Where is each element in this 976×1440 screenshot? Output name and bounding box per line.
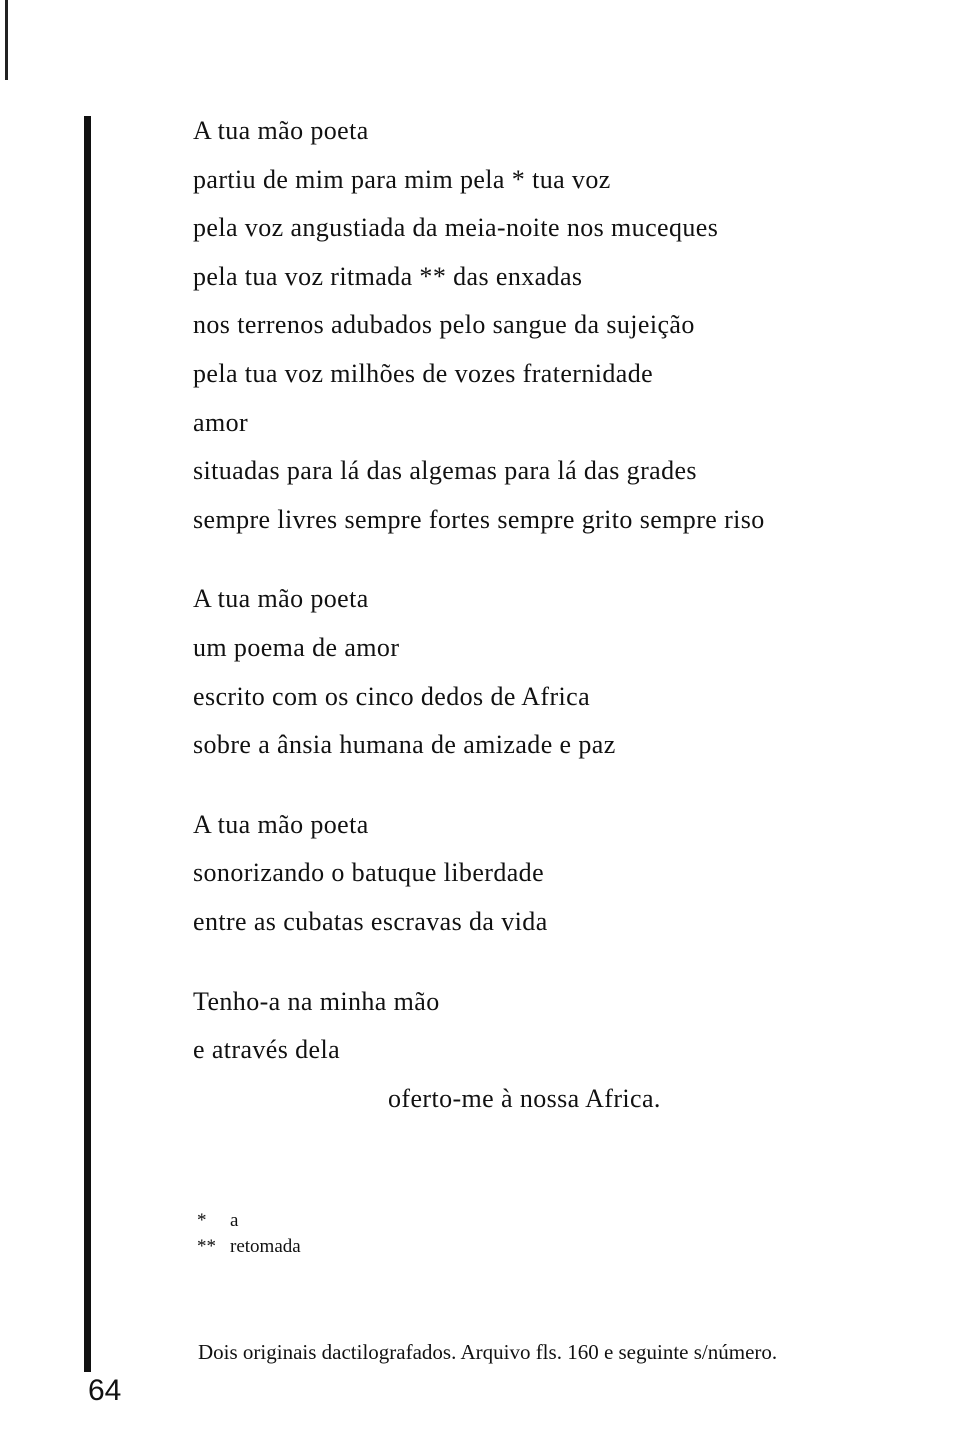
- poem-line: amor: [193, 407, 249, 437]
- footnote-mark: *: [197, 1210, 207, 1231]
- poem-line: A tua mão poeta: [193, 809, 369, 839]
- poem-line: sobre a ânsia humana de amizade e paz: [193, 730, 616, 760]
- footnote-text: a: [230, 1210, 239, 1231]
- poem: [193, 107, 953, 1123]
- stanza-4: [193, 978, 953, 1124]
- poem-line: escrito com os cinco dedos de Africa: [193, 681, 591, 711]
- footnotes: [197, 1208, 301, 1260]
- poem-line: A tua mão poeta: [193, 584, 369, 614]
- poem-line: e através dela: [193, 1035, 341, 1065]
- poem-line: sempre livres sempre fortes sempre grito sempre riso: [193, 504, 765, 534]
- poem-line: A tua mão poeta: [193, 116, 369, 145]
- poem-line: partiu de mim para mim pela * tua voz: [193, 164, 611, 194]
- poem-line: situadas para lá das algemas para lá das grades: [193, 456, 697, 486]
- stanza-3: [193, 801, 953, 947]
- stanza-1: [193, 107, 953, 544]
- poem-line: um poema de amor: [193, 632, 400, 662]
- stanza-2: [193, 575, 953, 769]
- footnote: [197, 1234, 301, 1260]
- source-note: Dois originais dactilografados. Arquivo fls. 160 e seguinte s/número.: [198, 1340, 778, 1364]
- poem-line: nos terrenos adubados pelo sangue da sujeição: [193, 310, 695, 340]
- page-edge-line: [5, 0, 8, 80]
- footnote-mark: **: [197, 1236, 216, 1257]
- footnote-text: retomada: [230, 1236, 301, 1257]
- footnote: [197, 1208, 301, 1234]
- poem-line-indented: oferto-me à nossa Africa.: [388, 1083, 661, 1113]
- margin-bar: [84, 116, 91, 1372]
- page-number: 64: [88, 1374, 122, 1407]
- poem-line: pela tua voz milhões de vozes fraternidade: [193, 358, 654, 388]
- poem-line: Tenho-a na minha mão: [193, 986, 440, 1016]
- poem-line: entre as cubatas escravas da vida: [193, 906, 548, 936]
- poem-line: pela voz angustiada da meia-noite nos muceques: [193, 213, 719, 243]
- poem-line: pela tua voz ritmada ** das enxadas: [193, 261, 583, 291]
- poem-line: sonorizando o batuque liberdade: [193, 858, 545, 888]
